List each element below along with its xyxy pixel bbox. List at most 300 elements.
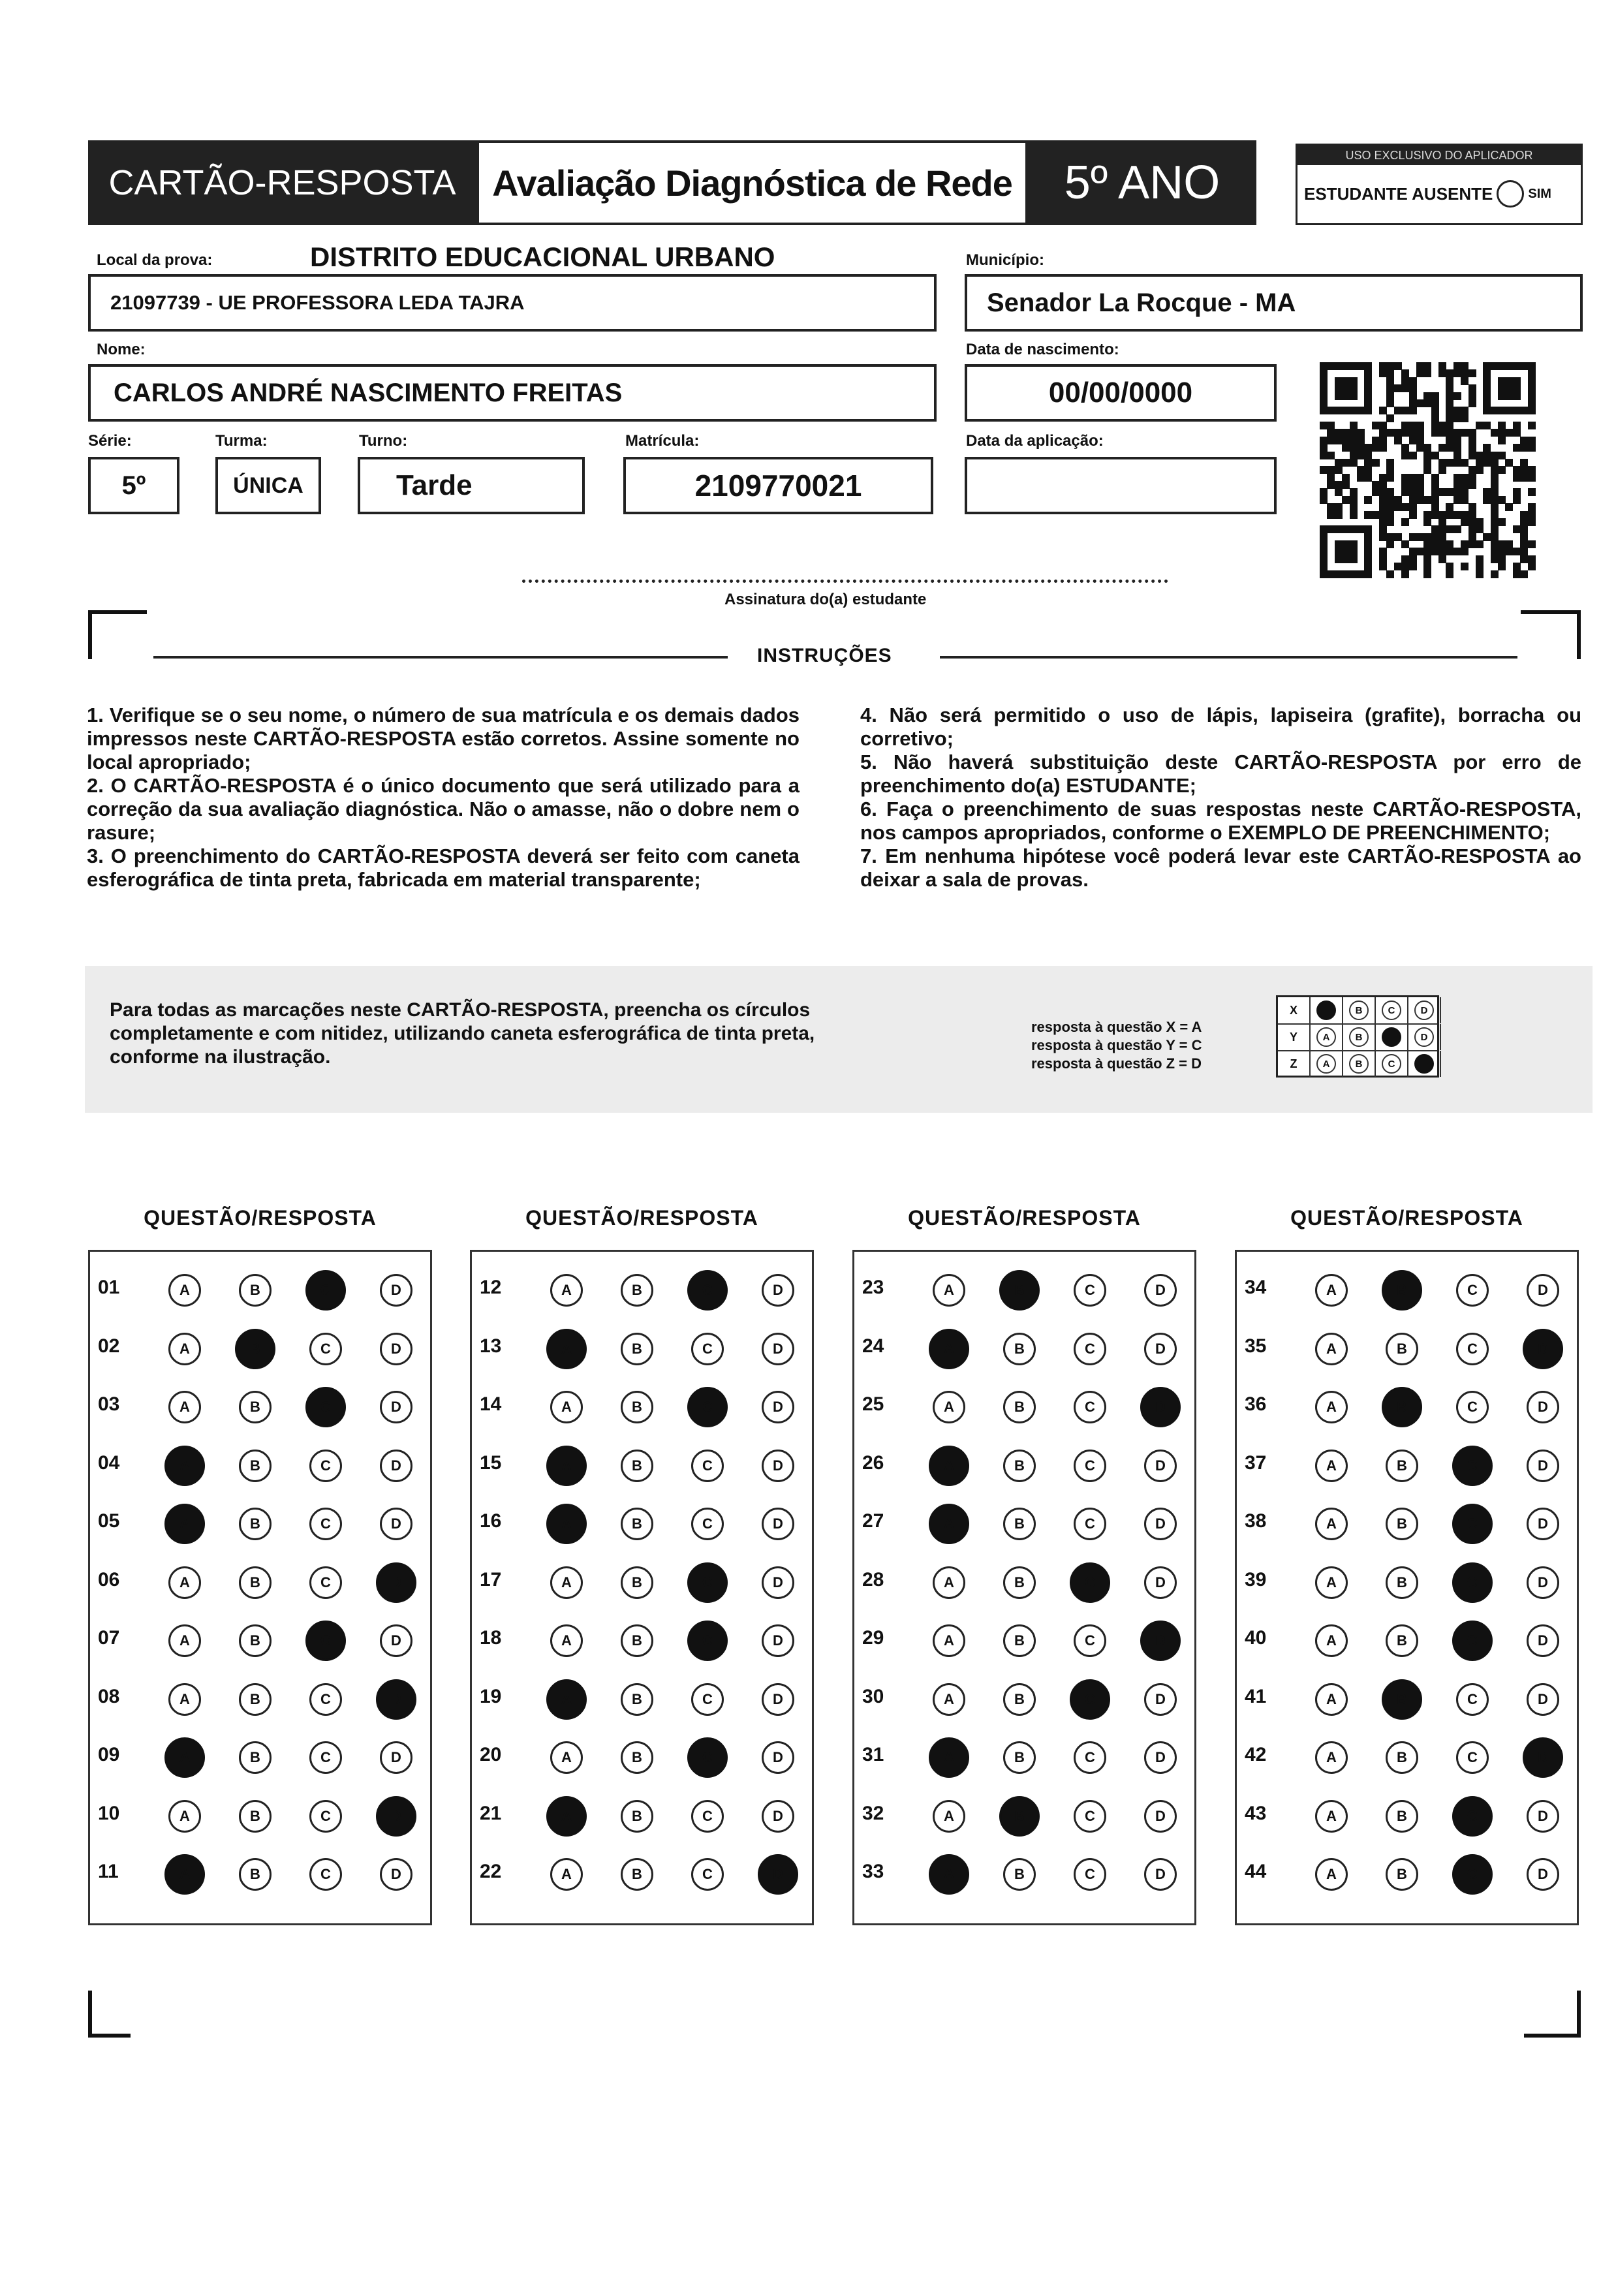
qr-module [1453, 511, 1461, 519]
answer-bubble-c[interactable]: C [1452, 1504, 1493, 1544]
answer-bubble-c[interactable]: C [305, 1270, 346, 1311]
answer-bubble-a[interactable]: A [1315, 1858, 1348, 1891]
question-row [90, 1731, 430, 1783]
answer-bubble-d[interactable]: D [1527, 1274, 1559, 1307]
answer-bubble-b[interactable]: B [1386, 1450, 1418, 1482]
answer-bubble-a[interactable]: A [1315, 1274, 1348, 1307]
qr-module [1335, 392, 1343, 400]
answer-bubble-d[interactable]: D [1144, 1333, 1177, 1365]
qr-module [1528, 540, 1536, 548]
answer-bubble-c[interactable]: C [305, 1387, 346, 1427]
answer-bubble-c[interactable]: C [687, 1737, 728, 1778]
answer-bubble-b[interactable]: B [1386, 1624, 1418, 1657]
qr-module [1446, 540, 1453, 548]
answer-bubble-c[interactable]: C [309, 1508, 342, 1540]
answer-bubble-a[interactable]: A [929, 1854, 969, 1895]
qr-module [1528, 437, 1536, 444]
turno-field [358, 457, 585, 514]
answer-bubble-d[interactable]: D [1527, 1391, 1559, 1423]
answer-bubble-a[interactable]: A [546, 1504, 587, 1544]
answer-bubble-b[interactable]: B [235, 1329, 275, 1369]
qr-module [1335, 503, 1343, 511]
qr-module [1446, 511, 1453, 519]
answer-bubble-c[interactable]: C [687, 1621, 728, 1661]
qr-module [1372, 481, 1380, 489]
qr-module [1350, 437, 1358, 444]
answer-bubble-c[interactable]: C [1456, 1391, 1489, 1423]
qr-module [1483, 384, 1491, 392]
question-row [854, 1614, 1194, 1666]
answer-bubble-b[interactable]: B [1386, 1800, 1418, 1833]
answer-bubble-b[interactable]: B [621, 1450, 653, 1482]
answer-bubble-a[interactable]: A [168, 1566, 201, 1599]
answer-bubble-a[interactable]: A [550, 1858, 583, 1891]
answer-bubble-d[interactable]: D [762, 1333, 794, 1365]
answer-bubble-a[interactable]: A [546, 1446, 587, 1486]
answer-bubble-a[interactable]: A [1315, 1450, 1348, 1482]
answer-bubble-c[interactable]: C [1074, 1800, 1106, 1833]
answer-bubble-a[interactable]: A [1315, 1508, 1348, 1540]
example-bubble-c [1382, 1027, 1401, 1047]
question-number: 04 [98, 1451, 120, 1474]
answer-bubble-d[interactable]: D [1523, 1737, 1563, 1778]
corner-mark [1524, 2034, 1581, 2038]
qr-module [1394, 384, 1402, 392]
answer-bubble-c[interactable]: C [309, 1683, 342, 1716]
answer-bubble-d[interactable]: D [1523, 1329, 1563, 1369]
answer-bubble-d[interactable]: D [762, 1741, 794, 1774]
answer-bubble-b[interactable]: B [999, 1796, 1040, 1837]
answer-bubble-d[interactable]: D [1144, 1450, 1177, 1482]
answer-bubble-b[interactable]: B [239, 1683, 272, 1716]
question-number: 32 [862, 1802, 884, 1824]
answer-bubble-d[interactable]: D [1144, 1683, 1177, 1716]
example-cell [1408, 1024, 1441, 1050]
qr-module [1491, 459, 1499, 467]
answer-bubble-d[interactable]: D [380, 1624, 412, 1657]
qr-module [1453, 429, 1461, 437]
answer-bubble-b[interactable]: B [239, 1624, 272, 1657]
qr-module [1372, 444, 1380, 452]
answer-bubble-a[interactable]: A [1315, 1800, 1348, 1833]
answer-bubble-b[interactable]: B [1003, 1333, 1036, 1365]
qr-module [1505, 407, 1513, 414]
answer-bubble-d[interactable]: D [1527, 1800, 1559, 1833]
qr-module [1394, 407, 1402, 414]
example-cell [1343, 1024, 1376, 1050]
answer-bubble-a[interactable]: A [1315, 1741, 1348, 1774]
answer-bubble-a[interactable]: A [933, 1274, 965, 1307]
qr-module [1446, 392, 1453, 400]
answer-bubble-a[interactable]: A [550, 1566, 583, 1599]
qr-module [1498, 548, 1506, 555]
answer-bubble-c[interactable]: C [309, 1800, 342, 1833]
qr-module [1416, 474, 1424, 482]
answer-bubble-a[interactable]: A [164, 1446, 205, 1486]
answer-bubble-d[interactable]: D [1144, 1800, 1177, 1833]
answer-bubble-a[interactable]: A [1315, 1566, 1348, 1599]
answer-bubble-c[interactable]: C [1074, 1858, 1106, 1891]
answer-bubble-c[interactable]: C [1452, 1796, 1493, 1837]
answer-bubble-a[interactable]: A [1315, 1624, 1348, 1657]
qr-module [1320, 384, 1328, 392]
qr-module [1320, 488, 1328, 496]
qr-module [1364, 540, 1372, 548]
answer-bubble-d[interactable]: D [380, 1391, 412, 1423]
answer-bubble-b[interactable]: B [1382, 1270, 1422, 1311]
qr-module [1468, 444, 1476, 452]
answer-bubble-a[interactable]: A [933, 1683, 965, 1716]
qr-module [1364, 533, 1372, 541]
answer-bubble-b[interactable]: B [1003, 1683, 1036, 1716]
qr-module [1401, 369, 1409, 377]
qr-module [1528, 369, 1536, 377]
answer-bubble-d[interactable]: D [376, 1562, 416, 1603]
answer-bubble-b[interactable]: B [1003, 1741, 1036, 1774]
answer-bubble-a[interactable]: A [164, 1737, 205, 1778]
answer-bubble-d[interactable]: D [762, 1683, 794, 1716]
question-row [90, 1439, 430, 1491]
answer-bubble-d[interactable]: D [1140, 1387, 1181, 1427]
answer-bubble-a[interactable]: A [164, 1854, 205, 1895]
answer-bubble-c[interactable]: C [1456, 1274, 1489, 1307]
answer-bubble-c[interactable]: C [1452, 1446, 1493, 1486]
answer-bubble-a[interactable]: A [168, 1391, 201, 1423]
answer-bubble-a[interactable]: A [929, 1329, 969, 1369]
answer-bubble-d[interactable]: D [380, 1274, 412, 1307]
qr-module [1431, 496, 1439, 504]
answer-bubble-b[interactable]: B [621, 1858, 653, 1891]
answer-bubble-d[interactable]: D [380, 1450, 412, 1482]
qr-module [1468, 503, 1476, 511]
answer-bubble-d[interactable]: D [762, 1566, 794, 1599]
qr-module [1409, 481, 1417, 489]
answer-bubble-c[interactable]: C [691, 1683, 724, 1716]
qr-module [1401, 429, 1409, 437]
qr-module [1483, 459, 1491, 467]
qr-module [1498, 466, 1506, 474]
answer-bubble-a[interactable]: A [168, 1624, 201, 1657]
qr-module [1431, 481, 1439, 489]
absent-option: SIM [1528, 186, 1551, 201]
qr-module [1446, 377, 1453, 385]
answer-bubble-c[interactable]: C [1074, 1508, 1106, 1540]
answer-bubble-d[interactable]: D [762, 1450, 794, 1482]
qr-module [1423, 392, 1431, 400]
answer-bubble-b[interactable]: B [1003, 1508, 1036, 1540]
answer-bubble-b[interactable]: B [239, 1741, 272, 1774]
answer-bubble-c[interactable]: C [1074, 1741, 1106, 1774]
question-row [1237, 1322, 1577, 1374]
answer-bubble-b[interactable]: B [1003, 1624, 1036, 1657]
qr-module [1364, 392, 1372, 400]
answer-bubble-c[interactable]: C [1070, 1562, 1110, 1603]
answer-bubble-a[interactable]: A [168, 1683, 201, 1716]
qr-module [1401, 452, 1409, 459]
qr-module [1320, 548, 1328, 555]
answer-bubble-d[interactable]: D [380, 1333, 412, 1365]
qr-module [1357, 429, 1365, 437]
answer-bubble-b[interactable]: B [1386, 1741, 1418, 1774]
answer-bubble-d[interactable]: D [1527, 1508, 1559, 1540]
question-row [472, 1790, 812, 1842]
answer-bubble-a[interactable]: A [933, 1800, 965, 1833]
answer-bubble-a[interactable]: A [933, 1391, 965, 1423]
example-cell [1376, 1024, 1408, 1050]
answer-bubble-a[interactable]: A [550, 1274, 583, 1307]
answer-bubble-d[interactable]: D [1527, 1624, 1559, 1657]
answer-bubble-c[interactable]: C [309, 1858, 342, 1891]
answer-bubble-b[interactable]: B [1386, 1333, 1418, 1365]
answer-bubble-b[interactable]: B [1003, 1391, 1036, 1423]
answer-bubble-b[interactable]: B [999, 1270, 1040, 1311]
question-number: 39 [1245, 1568, 1267, 1590]
qr-module [1379, 429, 1387, 437]
answer-bubble-a[interactable]: A [929, 1446, 969, 1486]
qr-module [1364, 570, 1372, 578]
question-number: 31 [862, 1744, 884, 1765]
answer-bubble-a[interactable]: A [168, 1274, 201, 1307]
answer-bubble-d[interactable]: D [376, 1679, 416, 1720]
qr-module [1364, 466, 1372, 474]
answer-bubble-c[interactable]: C [309, 1566, 342, 1599]
answer-bubble-a[interactable]: A [1315, 1333, 1348, 1365]
answer-bubble-d[interactable]: D [1144, 1508, 1177, 1540]
answer-bubble-c[interactable]: C [309, 1333, 342, 1365]
answer-column [88, 1250, 432, 1925]
example-bubble-b: B [1349, 1054, 1369, 1074]
qr-module [1468, 481, 1476, 489]
answer-bubble-b[interactable]: B [239, 1274, 272, 1307]
question-number: 03 [98, 1393, 120, 1415]
answer-bubble-c[interactable]: C [1452, 1621, 1493, 1661]
answer-bubble-c[interactable]: C [691, 1800, 724, 1833]
qr-module [1409, 474, 1417, 482]
answer-bubble-a[interactable]: A [168, 1800, 201, 1833]
answer-bubble-a[interactable]: A [546, 1796, 587, 1837]
question-number: 41 [1245, 1685, 1267, 1707]
instruction-item: 7. Em nenhuma hipótese você poderá levar este CARTÃO-RESPOSTA ao deixar a sala de provas. [860, 845, 1581, 891]
qr-module [1528, 407, 1536, 414]
answer-bubble-b[interactable]: B [621, 1566, 653, 1599]
qr-module [1379, 474, 1387, 482]
qr-module [1513, 407, 1521, 414]
qr-module [1386, 511, 1394, 519]
answer-bubble-b[interactable]: B [621, 1274, 653, 1307]
answer-bubble-b[interactable]: B [239, 1858, 272, 1891]
example-bubble-a: A [1316, 1054, 1336, 1074]
answer-bubble-c[interactable]: C [309, 1741, 342, 1774]
answer-bubble-a[interactable]: A [1315, 1683, 1348, 1716]
question-number: 20 [480, 1744, 502, 1765]
answer-bubble-a[interactable]: A [550, 1391, 583, 1423]
answer-bubble-d[interactable]: D [380, 1508, 412, 1540]
qr-module [1327, 437, 1335, 444]
answer-bubble-c[interactable]: C [691, 1858, 724, 1891]
answer-bubble-a[interactable]: A [550, 1741, 583, 1774]
answer-bubble-d[interactable]: D [1527, 1566, 1559, 1599]
qr-module [1431, 429, 1439, 437]
qr-module [1327, 474, 1335, 482]
qr-module [1505, 429, 1513, 437]
question-number: 34 [1245, 1277, 1267, 1298]
answer-bubble-c[interactable]: C [687, 1562, 728, 1603]
qr-module [1513, 525, 1521, 533]
answer-bubble-c[interactable]: C [1456, 1741, 1489, 1774]
answer-bubble-a[interactable]: A [933, 1624, 965, 1657]
answer-bubble-b[interactable]: B [1003, 1858, 1036, 1891]
answer-bubble-a[interactable]: A [550, 1624, 583, 1657]
qr-module [1476, 525, 1484, 533]
answer-bubble-d[interactable]: D [1527, 1683, 1559, 1716]
answer-bubble-b[interactable]: B [1382, 1679, 1422, 1720]
question-number: 37 [1245, 1451, 1267, 1474]
qr-module [1364, 452, 1372, 459]
answer-bubble-d[interactable]: D [1140, 1621, 1181, 1661]
answer-bubble-d[interactable]: D [380, 1741, 412, 1774]
qr-module [1453, 481, 1461, 489]
answer-bubble-b[interactable]: B [239, 1508, 272, 1540]
qr-module [1364, 555, 1372, 563]
answer-bubble-b[interactable]: B [621, 1800, 653, 1833]
answer-bubble-b[interactable]: B [1003, 1450, 1036, 1482]
answer-bubble-d[interactable]: D [1144, 1274, 1177, 1307]
answer-bubble-d[interactable]: D [762, 1391, 794, 1423]
qr-module [1386, 369, 1394, 377]
answer-bubble-c[interactable]: C [309, 1450, 342, 1482]
answer-bubble-c[interactable]: C [1074, 1333, 1106, 1365]
example-bubble-d: D [1414, 1001, 1434, 1020]
answer-bubble-c[interactable]: C [691, 1333, 724, 1365]
question-number: 28 [862, 1568, 884, 1590]
qr-module [1453, 362, 1461, 370]
answer-bubble-a[interactable]: A [929, 1737, 969, 1778]
question-row [854, 1673, 1194, 1725]
answer-bubble-b[interactable]: B [621, 1624, 653, 1657]
answer-bubble-d[interactable]: D [376, 1796, 416, 1837]
answer-bubble-d[interactable]: D [1527, 1450, 1559, 1482]
answer-bubble-d[interactable]: D [380, 1858, 412, 1891]
answer-bubble-c[interactable]: C [1070, 1679, 1110, 1720]
answer-bubble-b[interactable]: B [621, 1683, 653, 1716]
answer-bubble-b[interactable]: B [1003, 1566, 1036, 1599]
answer-bubble-b[interactable]: B [621, 1333, 653, 1365]
qr-module [1320, 369, 1328, 377]
qr-module [1468, 474, 1476, 482]
answer-bubble-d[interactable]: D [1144, 1566, 1177, 1599]
qr-module [1394, 533, 1402, 541]
example-cell [1311, 1051, 1343, 1077]
question-row [1237, 1790, 1577, 1842]
answer-bubble-b[interactable]: B [621, 1741, 653, 1774]
answer-bubble-c[interactable]: C [305, 1621, 346, 1661]
answer-bubble-c[interactable]: C [1074, 1624, 1106, 1657]
qr-module [1320, 570, 1328, 578]
answer-bubble-d[interactable]: D [758, 1854, 798, 1895]
answer-bubble-b[interactable]: B [1386, 1566, 1418, 1599]
answer-bubble-d[interactable]: D [1144, 1858, 1177, 1891]
qr-module [1409, 563, 1417, 570]
answer-bubble-c[interactable]: C [687, 1387, 728, 1427]
answer-bubble-c[interactable]: C [691, 1450, 724, 1482]
answer-bubble-c[interactable]: C [1452, 1854, 1493, 1895]
answer-bubble-b[interactable]: B [1386, 1858, 1418, 1891]
answer-bubble-c[interactable]: C [1456, 1333, 1489, 1365]
answer-bubble-b[interactable]: B [621, 1508, 653, 1540]
answer-bubble-d[interactable]: D [762, 1508, 794, 1540]
qr-module [1446, 548, 1453, 555]
answer-bubble-c[interactable]: C [1074, 1391, 1106, 1423]
answer-bubble-c[interactable]: C [687, 1270, 728, 1311]
answer-bubble-c[interactable]: C [1456, 1683, 1489, 1716]
answer-bubble-b[interactable]: B [1386, 1508, 1418, 1540]
answer-bubble-a[interactable]: A [546, 1679, 587, 1720]
answer-bubble-a[interactable]: A [929, 1504, 969, 1544]
answer-bubble-a[interactable]: A [933, 1566, 965, 1599]
qr-module [1446, 429, 1453, 437]
answer-bubble-b[interactable]: B [239, 1566, 272, 1599]
qr-module [1446, 369, 1453, 377]
answer-bubble-c[interactable]: C [1074, 1450, 1106, 1482]
qr-module [1468, 540, 1476, 548]
answer-bubble-a[interactable]: A [1315, 1391, 1348, 1423]
column-title: QUESTÃO/RESPOSTA [1290, 1206, 1523, 1230]
answer-bubble-d[interactable]: D [762, 1800, 794, 1833]
qr-module [1513, 474, 1521, 482]
qr-module [1350, 511, 1358, 519]
answer-bubble-a[interactable]: A [164, 1504, 205, 1544]
signature-line[interactable] [522, 580, 1168, 583]
qr-module [1416, 422, 1424, 429]
answer-bubble-b[interactable]: B [239, 1450, 272, 1482]
qr-module [1423, 369, 1431, 377]
answer-bubble-b[interactable]: B [239, 1800, 272, 1833]
qr-module [1446, 570, 1453, 578]
answer-bubble-b[interactable]: B [621, 1391, 653, 1423]
answer-bubble-c[interactable]: C [691, 1508, 724, 1540]
answer-bubble-b[interactable]: B [239, 1391, 272, 1423]
qr-module [1505, 459, 1513, 467]
qr-module [1335, 570, 1343, 578]
answer-bubble-b[interactable]: B [1382, 1387, 1422, 1427]
nome-field [88, 364, 937, 422]
aplicacao-field[interactable] [965, 457, 1277, 514]
qr-module [1364, 511, 1372, 519]
qr-module [1423, 570, 1431, 578]
qr-module [1423, 533, 1431, 541]
qr-module [1335, 548, 1343, 555]
qr-module [1386, 503, 1394, 511]
answer-bubble-a[interactable]: A [168, 1333, 201, 1365]
qr-module [1409, 548, 1417, 555]
qr-module [1491, 496, 1499, 504]
qr-module [1520, 548, 1528, 555]
qr-module [1453, 369, 1461, 377]
answer-bubble-d[interactable]: D [762, 1274, 794, 1307]
answer-bubble-d[interactable]: D [1144, 1741, 1177, 1774]
answer-bubble-d[interactable]: D [762, 1624, 794, 1657]
qr-module [1468, 399, 1476, 407]
qr-module [1438, 488, 1446, 496]
answer-bubble-d[interactable]: D [1527, 1858, 1559, 1891]
qr-module [1468, 518, 1476, 526]
qr-module [1327, 503, 1335, 511]
qr-module [1505, 540, 1513, 548]
absent-checkbox[interactable] [1497, 180, 1524, 208]
answer-bubble-c[interactable]: C [1452, 1562, 1493, 1603]
answer-bubble-a[interactable]: A [546, 1329, 587, 1369]
answer-bubble-c[interactable]: C [1074, 1274, 1106, 1307]
